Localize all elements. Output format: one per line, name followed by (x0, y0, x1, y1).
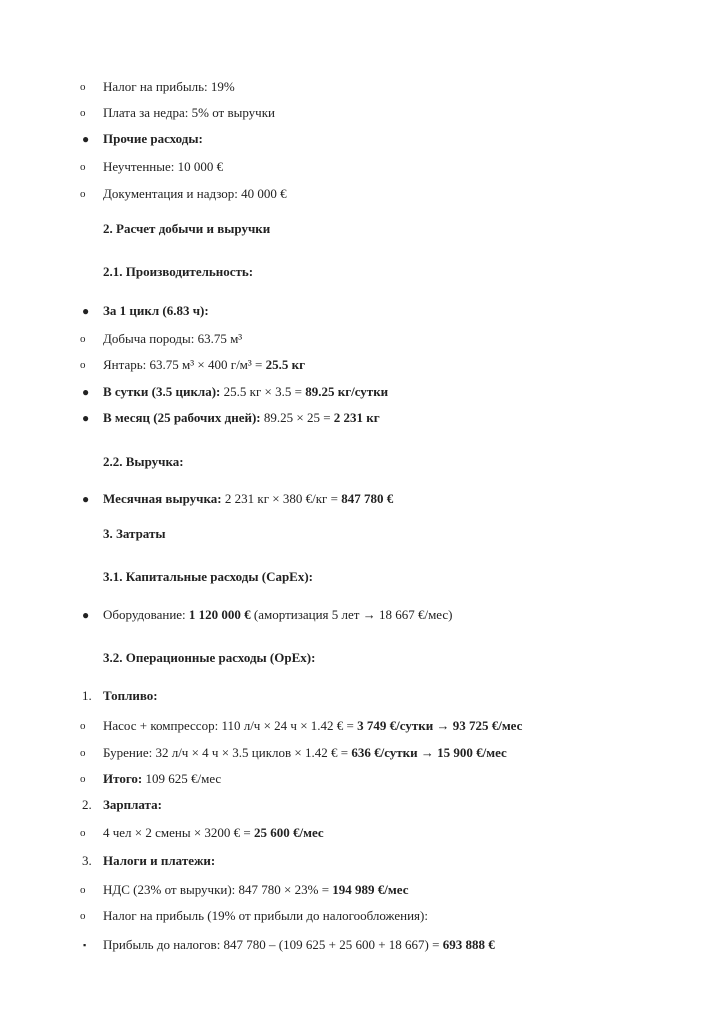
bullet-circle-icon: o (80, 161, 86, 173)
list-item-text (103, 184, 287, 204)
list-item-text (103, 935, 495, 955)
text-segment: Оборудование: (103, 607, 189, 622)
list-item (0, 129, 724, 149)
list-item (0, 686, 724, 706)
text-segment: Документация и надзор: 40 000 € (103, 186, 287, 201)
list-item (0, 795, 724, 815)
list-item-text (103, 408, 380, 428)
list-item (0, 103, 724, 123)
list-item-text (103, 103, 275, 123)
list-item (0, 716, 724, 736)
bold-text-segment: 693 888 € (442, 937, 495, 952)
list-item (0, 355, 724, 375)
bullet-disc-icon: ● (82, 304, 90, 318)
heading-text (103, 262, 253, 282)
bullet-circle-icon: o (80, 333, 86, 345)
list-item-text (103, 686, 158, 706)
text-segment: Неучтенные: 10 000 € (103, 159, 224, 174)
text-segment: Налог на прибыль: 19% (103, 79, 235, 94)
section-heading (0, 648, 724, 668)
text-segment: Плата за недра: 5% от выручки (103, 105, 275, 120)
text-segment: Насос + компрессор: 110 л/ч × 24 ч × 1.42 € = (103, 718, 358, 733)
list-item-text (103, 716, 522, 736)
bold-text-segment: 89.25 кг/сутки (305, 384, 389, 399)
bold-text-segment: 194 989 €/мес (332, 882, 409, 897)
heading-text (103, 567, 313, 587)
list-item-text (103, 301, 209, 321)
list-item (0, 382, 724, 402)
list-item-text (103, 851, 215, 871)
list-item (0, 329, 724, 349)
list-number: 2. (82, 797, 92, 812)
text-segment: 89.25 × 25 = (260, 410, 334, 425)
text-segment: НДС (23% от выручки): 847 780 × 23% = (103, 882, 333, 897)
bold-text-segment: За 1 цикл (6.83 ч): (103, 303, 209, 318)
text-segment: Бурение: 32 л/ч × 4 ч × 3.5 циклов × 1.42 € = (103, 745, 352, 760)
bold-text-segment: Топливо: (103, 688, 158, 703)
list-item-text (103, 769, 221, 789)
bold-text-segment: Месячная выручка: (103, 491, 222, 506)
text-segment: Налог на прибыль (19% от прибыли до налогообложения): (103, 908, 428, 923)
list-item (0, 157, 724, 177)
bold-text-segment: 1 120 000 € (188, 607, 251, 622)
bold-text-segment: Прочие расходы: (103, 131, 203, 146)
bold-text-segment: 636 €/сутки → 15 900 €/мес (351, 745, 507, 760)
bold-text-segment: 3 749 €/сутки → 93 725 €/мес (357, 718, 523, 733)
bullet-circle-icon: o (80, 773, 86, 785)
text-segment: 109 625 €/мес (142, 771, 222, 786)
bullet-circle-icon: o (80, 188, 86, 200)
list-number: 1. (82, 688, 92, 703)
list-item-text (103, 77, 235, 97)
list-item-text (103, 605, 452, 625)
section-heading (0, 262, 724, 282)
list-item (0, 906, 724, 926)
bullet-disc-icon: ● (82, 608, 90, 622)
list-item (0, 743, 724, 763)
text-segment: Добыча породы: 63.75 м³ (103, 331, 243, 346)
bold-text-segment: Итого: (103, 771, 143, 786)
bold-text-segment: 847 780 € (341, 491, 394, 506)
bullet-circle-icon: o (80, 107, 86, 119)
bold-text-segment: 3.2. Операционные расходы (OpEx): (103, 650, 316, 665)
bullet-circle-icon: o (80, 81, 86, 93)
list-item (0, 489, 724, 509)
bullet-disc-icon: ● (82, 492, 90, 506)
list-item-text (103, 382, 388, 402)
text-segment: 25.5 кг × 3.5 = (220, 384, 306, 399)
section-heading (0, 452, 724, 472)
bullet-square-icon: ▪ (83, 940, 87, 950)
list-item-text (103, 157, 223, 177)
text-segment: 4 чел × 2 смены × 3200 € = (103, 825, 254, 840)
list-item-text (103, 743, 507, 763)
list-item-text (103, 329, 242, 349)
heading-text (103, 219, 270, 239)
bold-text-segment: В сутки (3.5 цикла): (103, 384, 221, 399)
list-item (0, 301, 724, 321)
list-item-text (103, 880, 408, 900)
bullet-circle-icon: o (80, 884, 86, 896)
section-heading (0, 567, 724, 587)
heading-text (103, 648, 315, 668)
bold-text-segment: 2. Расчет добычи и выручки (103, 221, 271, 236)
list-item (0, 408, 724, 428)
bold-text-segment: В месяц (25 рабочих дней): (103, 410, 261, 425)
bullet-circle-icon: o (80, 827, 86, 839)
list-item (0, 935, 724, 955)
section-heading (0, 524, 724, 544)
heading-text (103, 452, 184, 472)
bullet-circle-icon: o (80, 910, 86, 922)
list-item (0, 77, 724, 97)
list-item-text (103, 795, 162, 815)
bullet-circle-icon: o (80, 720, 86, 732)
text-segment: Янтарь: 63.75 м³ × 400 г/м³ = (103, 357, 266, 372)
text-segment: (амортизация 5 лет → 18 667 €/мес) (250, 607, 453, 622)
list-item (0, 880, 724, 900)
list-item (0, 823, 724, 843)
bullet-circle-icon: o (80, 359, 86, 371)
text-segment: Прибыль до налогов: 847 780 – (109 625 + 25 600 + 18 667) = (103, 937, 443, 952)
list-item-text (103, 906, 428, 926)
bullet-circle-icon: o (80, 747, 86, 759)
list-item (0, 769, 724, 789)
list-item (0, 605, 724, 625)
bold-text-segment: 2 231 кг (333, 410, 380, 425)
list-item-text (103, 823, 324, 843)
bold-text-segment: 3.1. Капитальные расходы (CapEx): (103, 569, 314, 584)
list-item (0, 851, 724, 871)
section-heading (0, 219, 724, 239)
list-item-text (103, 129, 203, 149)
bold-text-segment: 25 600 €/мес (254, 825, 324, 840)
bold-text-segment: 2.1. Производительность: (103, 264, 254, 279)
heading-text (103, 524, 166, 544)
bold-text-segment: 2.2. Выручка: (103, 454, 184, 469)
list-item (0, 184, 724, 204)
bullet-disc-icon: ● (82, 132, 90, 146)
bullet-disc-icon: ● (82, 411, 90, 425)
text-segment: 2 231 кг × 380 €/кг = (221, 491, 342, 506)
bold-text-segment: Зарплата: (103, 797, 162, 812)
bold-text-segment: 25.5 кг (265, 357, 306, 372)
bold-text-segment: 3. Затраты (103, 526, 166, 541)
list-number: 3. (82, 853, 92, 868)
bold-text-segment: Налоги и платежи: (103, 853, 216, 868)
list-item-text (103, 489, 393, 509)
bullet-disc-icon: ● (82, 385, 90, 399)
list-item-text (103, 355, 305, 375)
